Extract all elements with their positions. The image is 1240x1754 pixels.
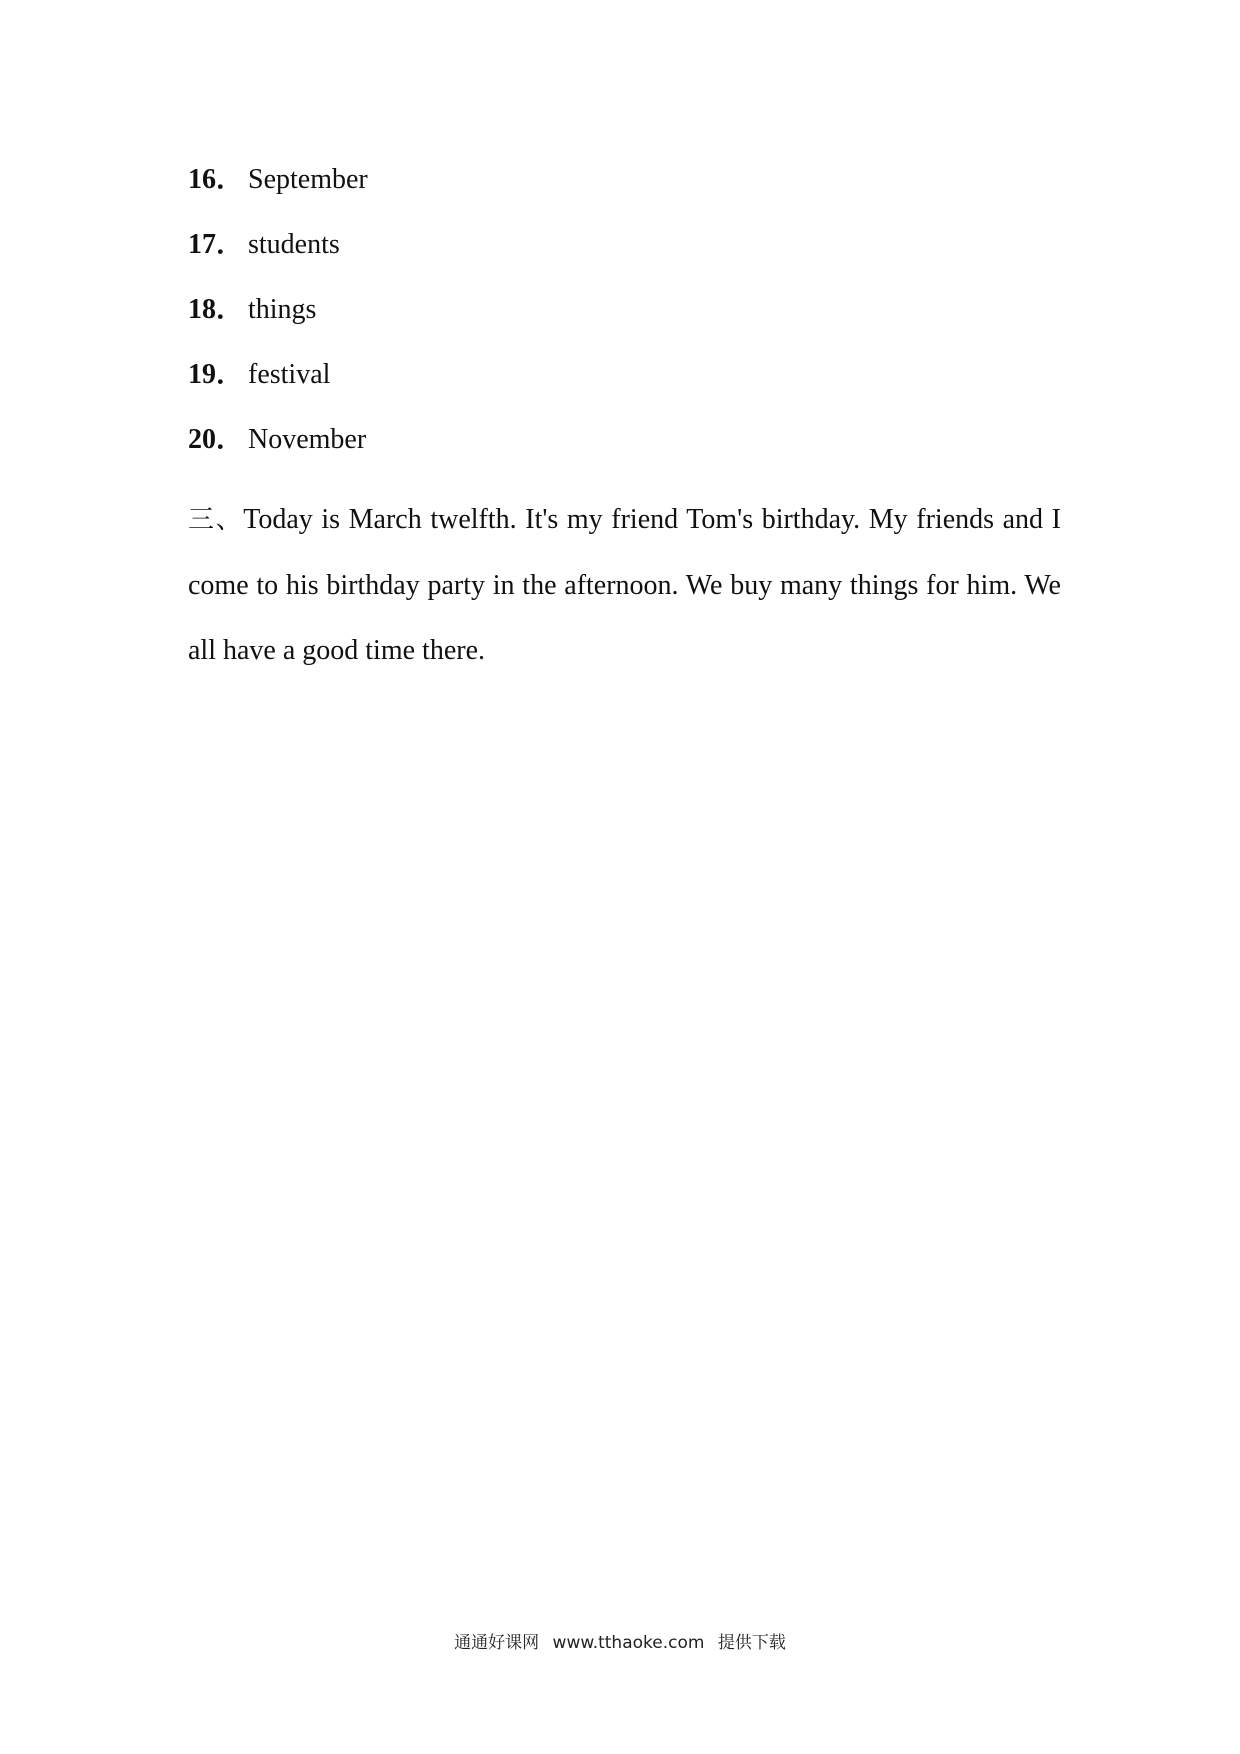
answer-item-16 [188, 160, 1068, 225]
answer-number: 20． [188, 424, 245, 455]
answer-number: 17． [188, 229, 245, 260]
section-three-paragraph [188, 487, 1061, 683]
section-text: Today is March twelfth. It's my friend Tom's birthday. My friends and I come to his birthday party in the afternoon. We buy many things for him. We all have a good time there. [188, 504, 1061, 666]
answer-item-19 [188, 355, 1068, 420]
answer-text: students [248, 229, 340, 260]
answer-text: September [248, 164, 368, 195]
section-marker: 三、 [188, 505, 244, 535]
answer-item-17 [188, 225, 1068, 290]
answer-number: 16． [188, 164, 245, 195]
answer-number: 19． [188, 359, 245, 390]
footer-url[interactable]: www.tthaoke.com [552, 1633, 705, 1653]
footer-suffix: 提供下载 [717, 1633, 786, 1653]
answer-text: festival [248, 359, 331, 390]
page-footer [0, 1628, 1240, 1653]
answer-number: 18． [188, 294, 245, 325]
answer-list [188, 160, 1068, 485]
answer-item-18 [188, 290, 1068, 355]
answer-text: things [248, 294, 317, 325]
answer-text: November [248, 424, 367, 455]
answer-item-20 [188, 420, 1068, 485]
footer-site-name: 通通好课网 [454, 1633, 540, 1653]
